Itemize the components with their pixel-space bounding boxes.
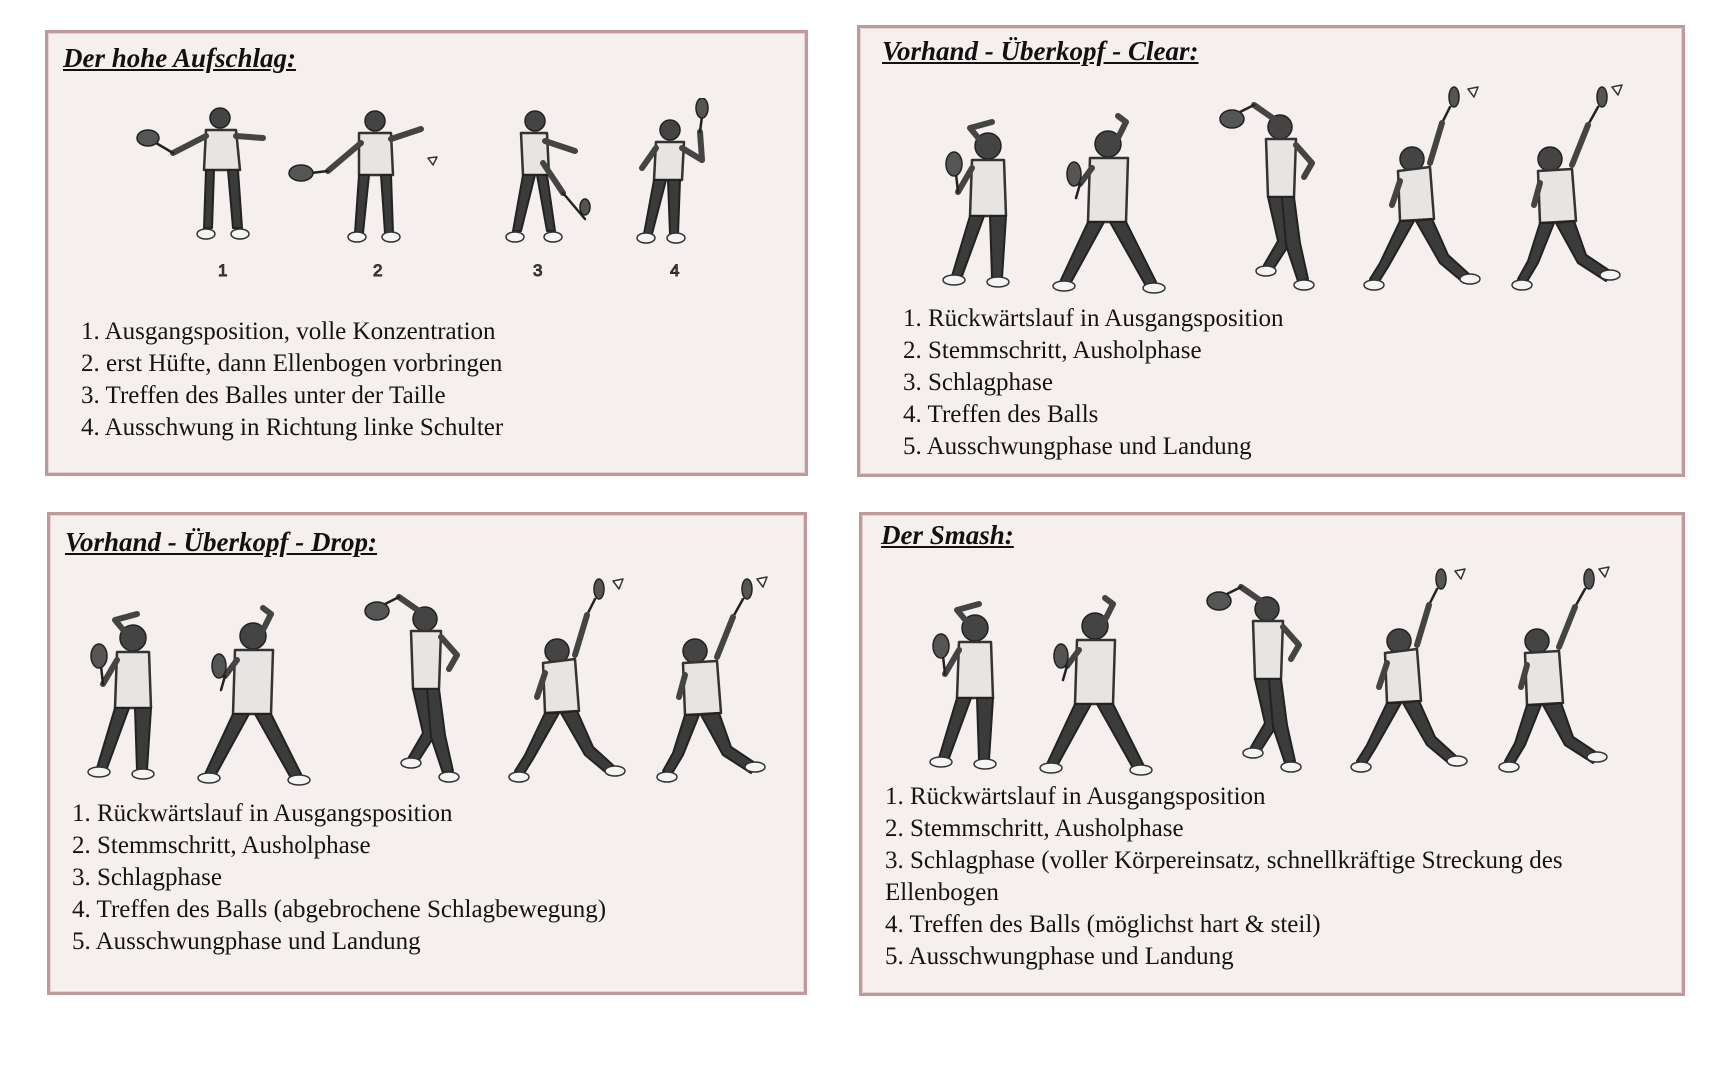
steps-list <box>72 798 606 958</box>
step-item: 1. Rückwärtslauf in Ausgangsposition <box>903 305 1284 332</box>
card-title: Der Smash: <box>881 520 1014 550</box>
card-hoher-aufschlag <box>45 30 808 476</box>
figure-number-3: 3 <box>533 261 543 280</box>
step-item: 2. erst Hüfte, dann Ellenbogen vorbringen <box>81 350 503 377</box>
step-item: 5. Ausschwungphase und Landung <box>72 928 421 955</box>
step-item: 1. Rückwärtslauf in Ausgangsposition <box>72 800 453 827</box>
smash-figures-illustration <box>907 560 1627 810</box>
step-item: 5. Ausschwungphase und Landung <box>885 943 1234 970</box>
step-item: 3. Schlagphase (voller Körpereinsatz, schnellkräftige Streckung des <box>885 847 1563 874</box>
card-vorhand-clear <box>857 25 1685 477</box>
drop-figures-illustration <box>65 570 785 820</box>
card-vorhand-drop <box>47 512 807 995</box>
step-item: 5. Ausschwungphase und Landung <box>903 433 1252 460</box>
step-item: 4. Treffen des Balls (abgebrochene Schlagbewegung) <box>72 896 607 923</box>
serve-figure-3 <box>506 111 590 280</box>
serve-figure-1 <box>137 108 263 280</box>
steps-list <box>885 781 1665 973</box>
serve-figure-4 <box>637 98 708 280</box>
step-item: 2. Stemmschritt, Ausholphase <box>903 337 1202 364</box>
step-item: 4. Ausschwung in Richtung linke Schulter <box>81 414 504 441</box>
serve-figures-illustration <box>108 98 748 328</box>
card-smash <box>859 512 1685 996</box>
step-item: 2. Stemmschritt, Ausholphase <box>885 815 1184 842</box>
clear-figures-illustration <box>920 78 1640 328</box>
step-item: 1. Rückwärtslauf in Ausgangsposition <box>885 783 1266 810</box>
figure-number-1: 1 <box>218 261 228 280</box>
step-item: 2. Stemmschritt, Ausholphase <box>72 832 371 859</box>
figure-number-2: 2 <box>373 261 383 280</box>
step-item: 3. Treffen des Balles unter der Taille <box>81 382 446 409</box>
figure-number-4: 4 <box>670 261 680 280</box>
step-item: 4. Treffen des Balls <box>903 401 1099 428</box>
step-item: 3. Schlagphase <box>72 864 222 891</box>
step-item: 3. Schlagphase <box>903 369 1053 396</box>
card-title: Der hohe Aufschlag: <box>63 43 297 73</box>
card-title: Vorhand - Überkopf - Clear: <box>882 36 1199 66</box>
step-item: 4. Treffen des Balls (möglichst hart & steil) <box>885 911 1321 938</box>
steps-list <box>903 303 1284 463</box>
steps-list <box>81 316 503 444</box>
serve-figure-2 <box>289 111 437 280</box>
step-item: 1. Ausgangsposition, volle Konzentration <box>81 318 496 345</box>
step-item: Ellenbogen <box>885 879 999 906</box>
card-title: Vorhand - Überkopf - Drop: <box>65 527 378 557</box>
